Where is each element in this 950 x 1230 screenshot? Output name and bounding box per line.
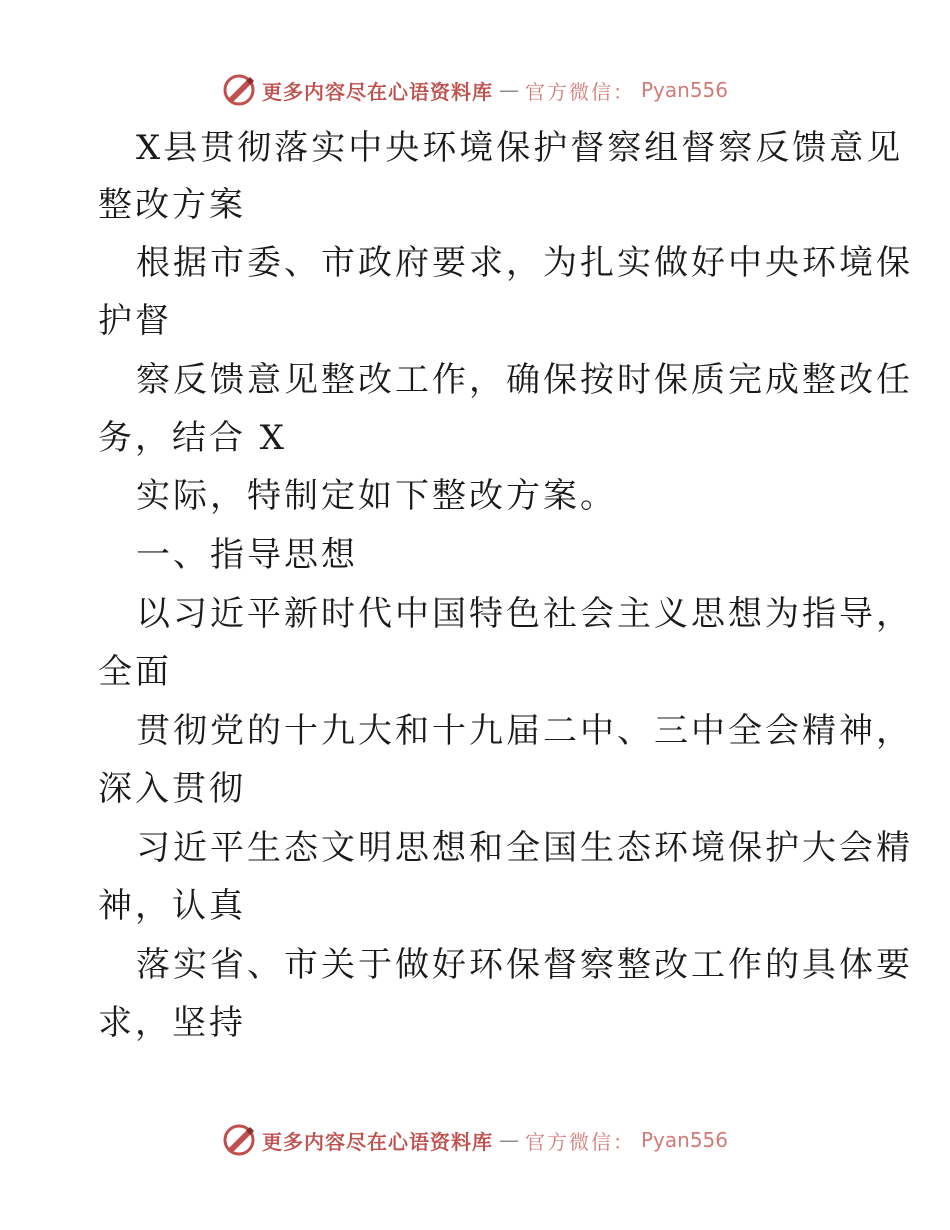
paragraph-line: 贯彻党的十九大和十九届二中、三中全会精神， xyxy=(136,711,913,751)
banner-dash: — xyxy=(498,1128,519,1152)
banner-wechat-id: Pyan556 xyxy=(640,1128,728,1152)
paragraph-line: 求，坚持 xyxy=(98,1003,246,1043)
paragraph-line: 深入贯彻 xyxy=(98,769,246,809)
document-title-line-1: X县贯彻落实中央环境保护督察组督察反馈意见 xyxy=(136,128,904,168)
section-heading: 一、指导思想 xyxy=(136,535,358,575)
banner-dash: — xyxy=(498,78,519,102)
paragraph-line: 以习近平新时代中国特色社会主义思想为指导， xyxy=(136,594,913,634)
banner-wechat-label: 官方微信： xyxy=(524,79,635,104)
document-title-line-2: 整改方案 xyxy=(98,185,246,225)
paragraph-line: 全面 xyxy=(98,652,172,692)
paragraph-line: 察反馈意见整改工作，确保按时保质完成整改任 xyxy=(136,360,913,400)
paragraph-line: 习近平生态文明思想和全国生态环境保护大会精 xyxy=(136,828,913,868)
paragraph-line: 落实省、市关于做好环保督察整改工作的具体要 xyxy=(136,945,913,985)
banner-site-text: 更多内容尽在心语资料库 xyxy=(261,1129,493,1154)
paragraph-line: 务，结合 X xyxy=(98,418,288,458)
paragraph-line: 护督 xyxy=(98,301,172,341)
paragraph-line: 根据市委、市政府要求，为扎实做好中央环境保 xyxy=(136,243,913,283)
paragraph-line: 神，认真 xyxy=(98,886,246,926)
header-watermark-banner xyxy=(0,70,950,110)
banner-site-text: 更多内容尽在心语资料库 xyxy=(261,79,493,104)
banner-wechat-id: Pyan556 xyxy=(640,78,728,102)
banner-wechat-label: 官方微信： xyxy=(524,1129,635,1154)
paragraph-line: 实际，特制定如下整改方案。 xyxy=(136,476,617,516)
pen-logo-icon xyxy=(222,1123,256,1157)
footer-watermark-banner xyxy=(0,1120,950,1160)
pen-logo-icon xyxy=(222,73,256,107)
